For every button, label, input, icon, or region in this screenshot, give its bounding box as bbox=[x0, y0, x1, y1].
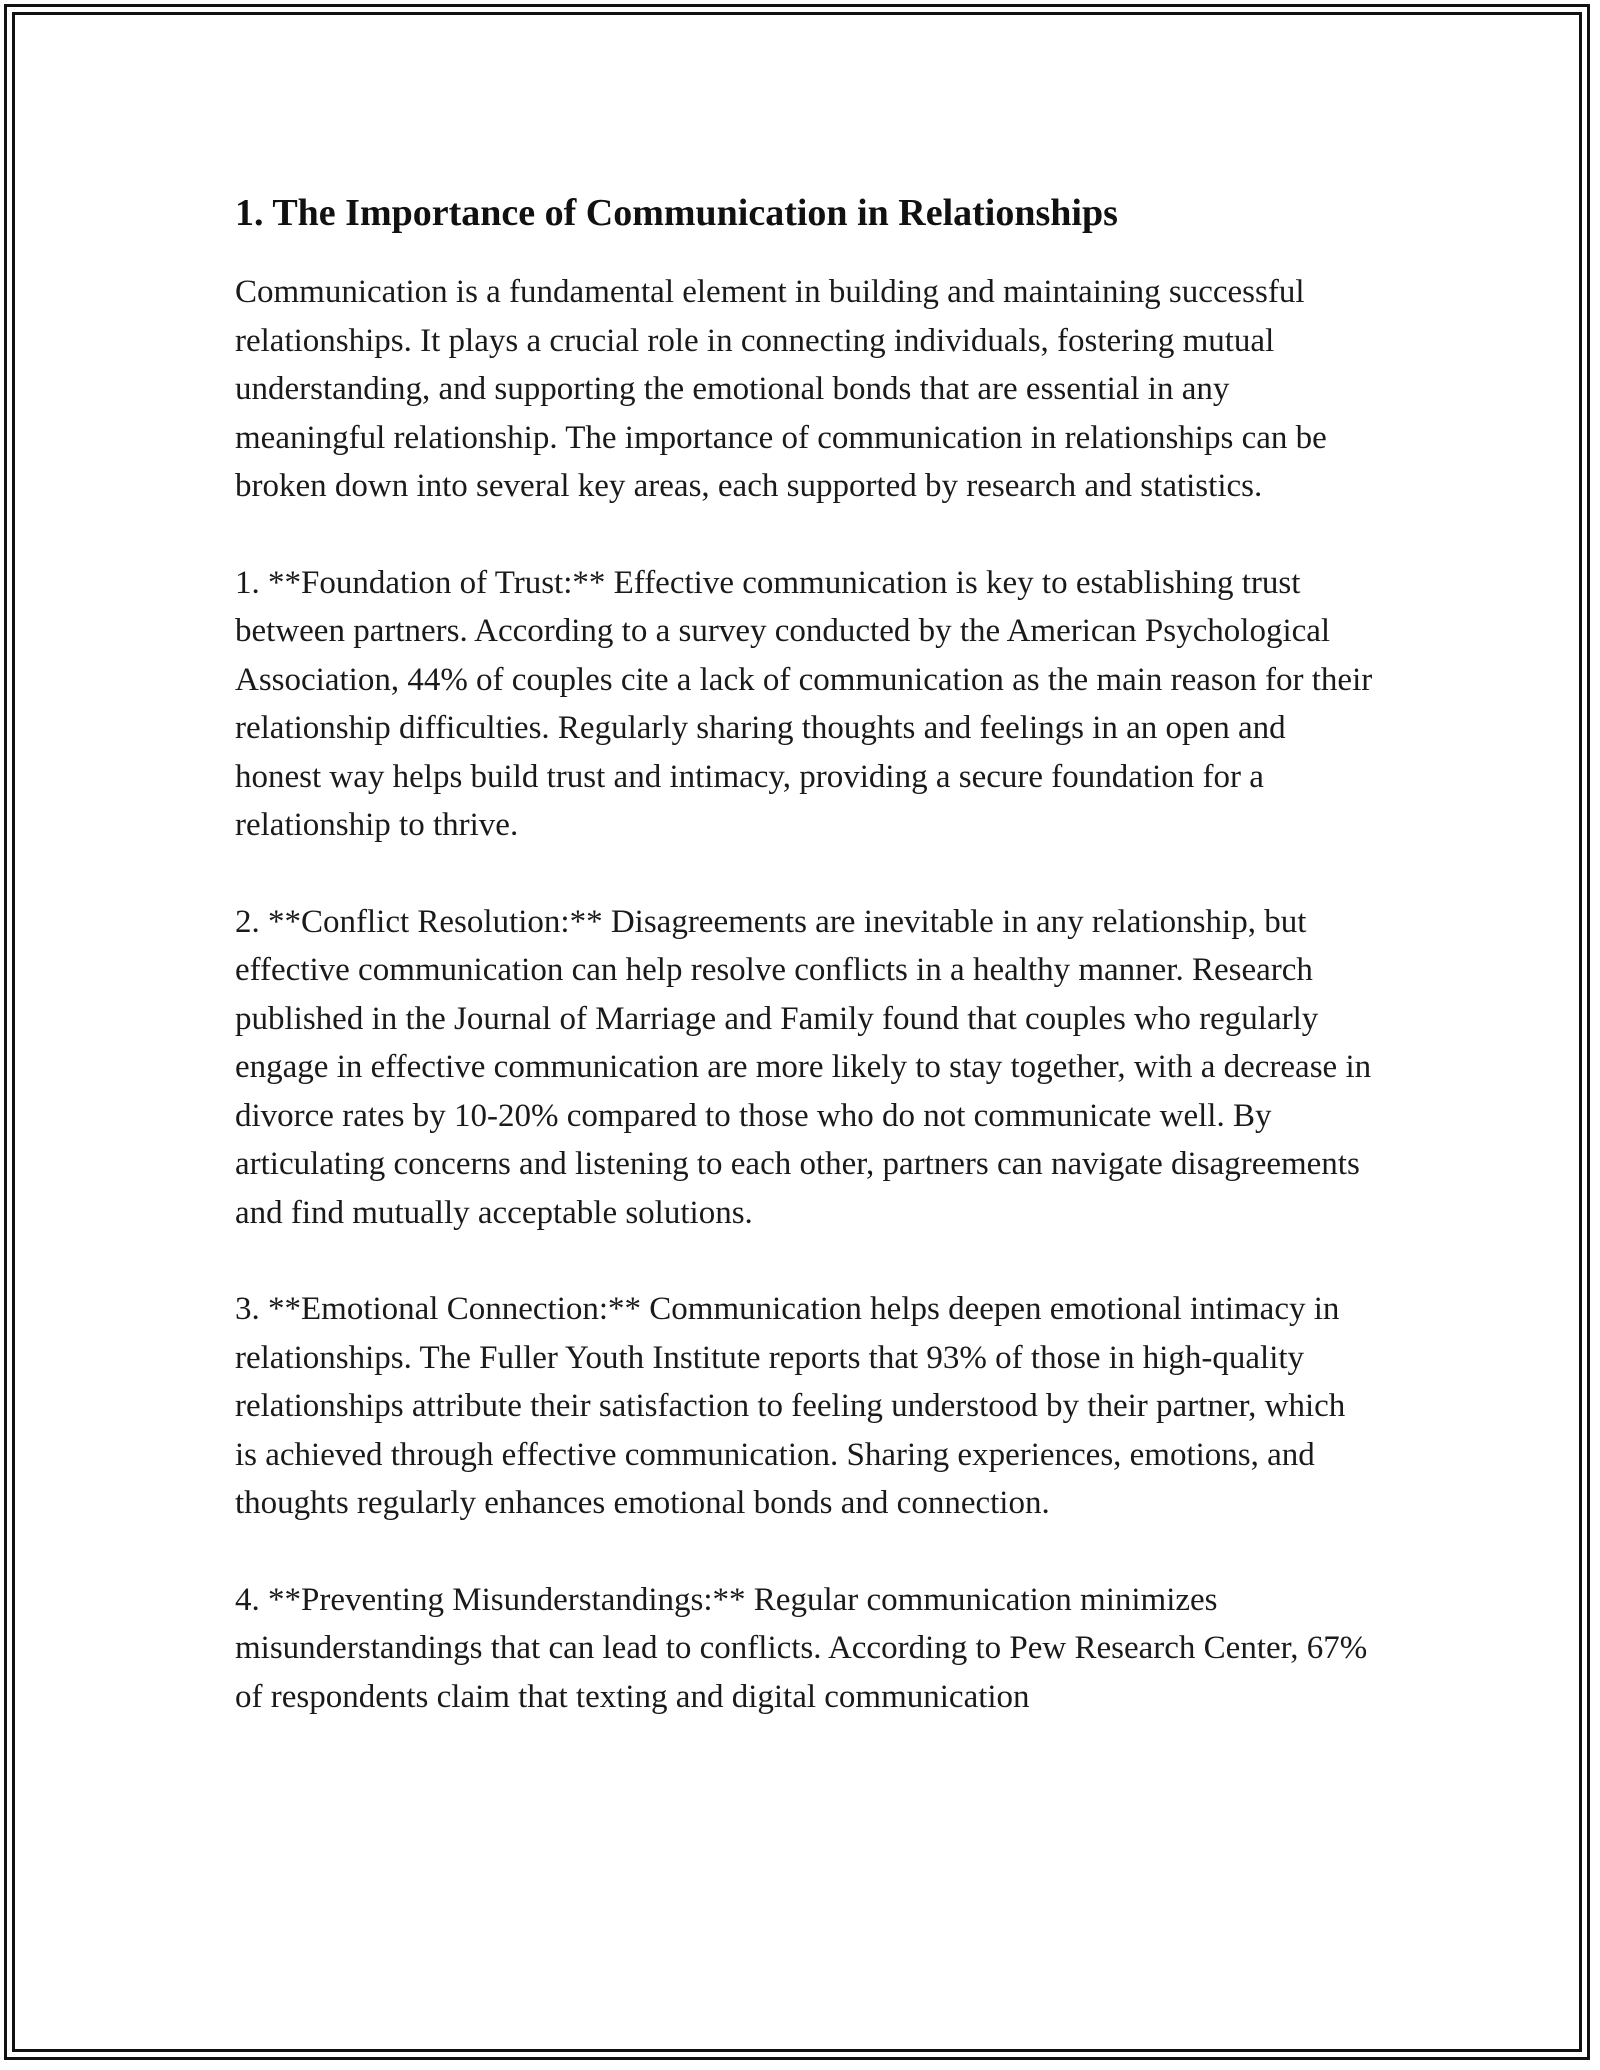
intro-paragraph: Communication is a fundamental element in building and maintaining successful relationships. It plays a crucial role in connecting individuals, fostering mutual understanding, and supporting the emotional bonds that are essential in any meaningful relationship. The importance of communication in relationships can be broken down into several key areas, each supported by research and statistics. bbox=[235, 274, 1327, 504]
paragraph-preventing-misunderstandings: 4. **Preventing Misunderstandings:** Regular communication minimizes misunderstandings that can lead to conflicts. According to Pew Research Center, 67% of respondents claim that texting and digital communication bbox=[235, 1581, 1368, 1715]
section-heading: 1. The Importance of Communication in Relationships bbox=[235, 192, 1118, 234]
paragraph-foundation-of-trust: 1. **Foundation of Trust:** Effective communication is key to establishing trust between partners. According to a survey conducted by the American Psychological Association, 44% of couples cite a lack of communication as the main reason for their relationship difficulties. Regularly sharing thoughts and feelings in an open and honest way helps build trust and intimacy, providing a secure foundation for a relationship to thrive. bbox=[235, 564, 1373, 843]
paragraph-conflict-resolution: 2. **Conflict Resolution:** Disagreements are inevitable in any relationship, but effective communication can help resolve conflicts in a healthy manner. Research published in the Journal of Marriage and Family found that couples who regularly engage in effective communication are more likely to stay together, with a decrease in divorce rates by 10-20% compared to those who do not communicate well. By articulating concerns and listening to each other, partners can navigate disagreements and find mutually acceptable solutions. bbox=[235, 903, 1372, 1231]
document-body bbox=[235, 188, 1375, 1721]
paragraph-emotional-connection: 3. **Emotional Connection:** Communication helps deepen emotional intimacy in relationships. The Fuller Youth Institute reports that 93% of those in high-quality relationships attribute their satisfaction to feeling understood by their partner, which is achieved through effective communication. Sharing experiences, emotions, and thoughts regularly enhances emotional bonds and connection. bbox=[235, 1291, 1346, 1521]
